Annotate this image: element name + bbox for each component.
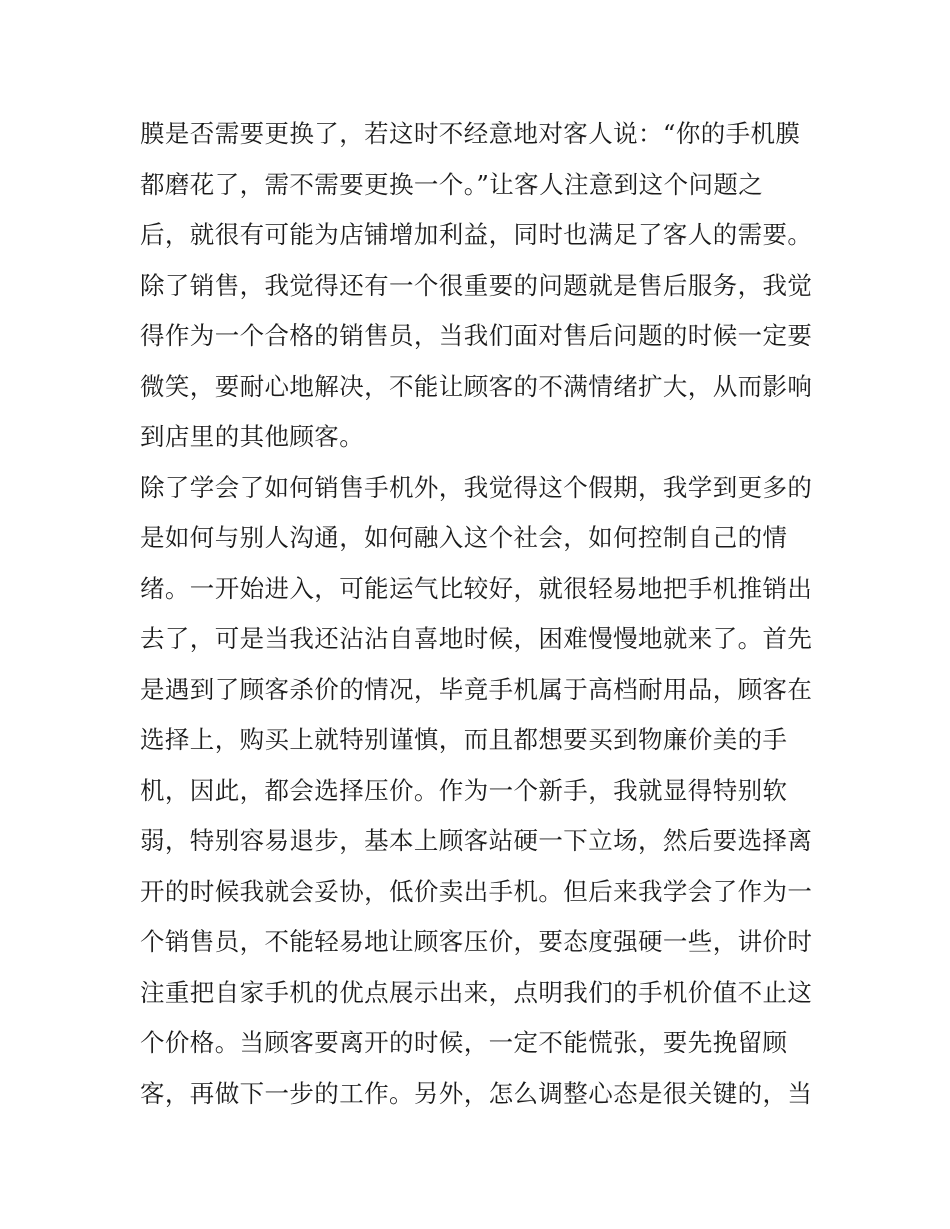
text-line: 微笑，要耐心地解决，不能让顾客的不满情绪扩大，从而影响: [140, 371, 813, 401]
text-line: 去了，可是当我还沾沾自喜地时候，困难慢慢地就来了。首先: [140, 624, 813, 653]
text-line: 开的时候我就会妥协，低价卖出手机。但后来我学会了作为一: [140, 876, 813, 906]
text-line: 都磨花了，需不需要更换一个。”让客人注意到这个问题之: [140, 169, 764, 199]
text-line: 个价格。当顾客要离开的时候，一定不能慌张，要先挽留顾: [140, 1028, 788, 1057]
text-line: 机，因此，都会选择压价。作为一个新手，我就显得特别软: [140, 775, 788, 805]
text-line: 注重把自家手机的优点展示出来，点明我们的手机价值不止这: [140, 977, 813, 1007]
body-text: [140, 109, 820, 1119]
text-line: 绪。一开始进入，可能运气比较好，就很轻易地把手机推销出: [140, 573, 813, 603]
text-line: 除了学会了如何销售手机外，我觉得这个假期，我学到更多的: [140, 472, 813, 502]
text-line: 除了销售，我觉得还有一个很重要的问题就是售后服务，我觉: [140, 270, 813, 300]
text-line: 后，就很有可能为店铺增加利益，同时也满足了客人的需要。: [140, 220, 813, 249]
text-line: 选择上，购买上就特别谨慎，而且都想要买到物廉价美的手: [140, 725, 788, 754]
text-line: 是遇到了顾客杀价的情况，毕竟手机属于高档耐用品，顾客在: [140, 674, 813, 704]
text-line: 到店里的其他顾客。: [140, 422, 365, 451]
text-line: 膜是否需要更换了，若这时不经意地对客人说：“你的手机膜: [140, 119, 801, 148]
text-line: 个销售员，不能轻易地让顾客压价，要态度强硬一些，讲价时: [140, 927, 813, 956]
text-line: 是如何与别人沟通，如何融入这个社会，如何控制自己的情: [140, 523, 788, 552]
text-line: 得作为一个合格的销售员，当我们面对售后问题的时候一定要: [140, 321, 813, 350]
text-line: 弱，特别容易退步，基本上顾客站硬一下立场，然后要选择离: [140, 826, 813, 855]
text-line: 客，再做下一步的工作。另外，怎么调整心态是很关键的，当: [140, 1078, 813, 1108]
